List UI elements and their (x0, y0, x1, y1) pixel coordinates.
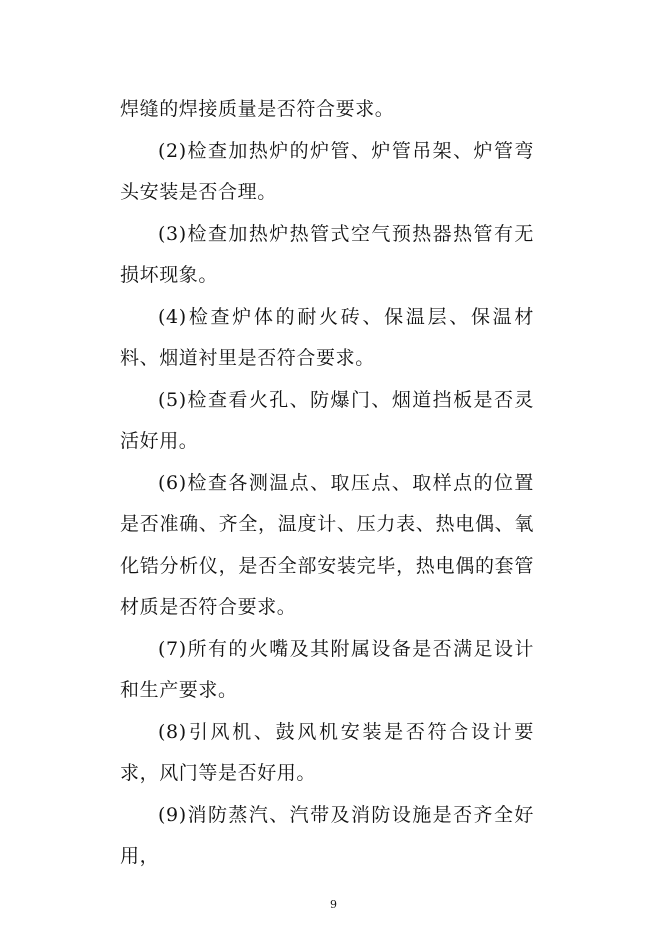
paragraph-item-3: (3)检查加热炉热管式空气预热器热管有无损坏现象。 (120, 222, 534, 286)
paragraph-item-8: (8)引风机、鼓风机安装是否符合设计要求，风门等是否好用。 (120, 720, 534, 784)
paragraph-item-6: (6)检查各测温点、取压点、取样点的位置是否准确、齐全，温度计、压力表、热电偶、氧化锆分析仪，是否全部安装完毕，热电偶的套管材质是否符合要求。 (120, 471, 534, 618)
paragraph-item-4: (4)检查炉体的耐火砖、保温层、保温材料、烟道衬里是否符合要求。 (120, 305, 534, 369)
page-number: 9 (330, 898, 337, 911)
paragraph-item-7: (7)所有的火嘴及其附属设备是否满足设计和生产要求。 (120, 637, 534, 701)
paragraph-item-9: (9)消防蒸汽、汽带及消防设施是否齐全好用， (120, 803, 534, 867)
document-body (120, 89, 534, 878)
paragraph-item-5: (5)检查看火孔、防爆门、烟道挡板是否灵活好用。 (120, 388, 534, 452)
paragraph-continuation: 焊缝的焊接质量是否符合要求。 (120, 98, 395, 120)
paragraph-item-2: (2)检查加热炉的炉管、炉管吊架、炉管弯头安装是否合理。 (120, 139, 534, 203)
